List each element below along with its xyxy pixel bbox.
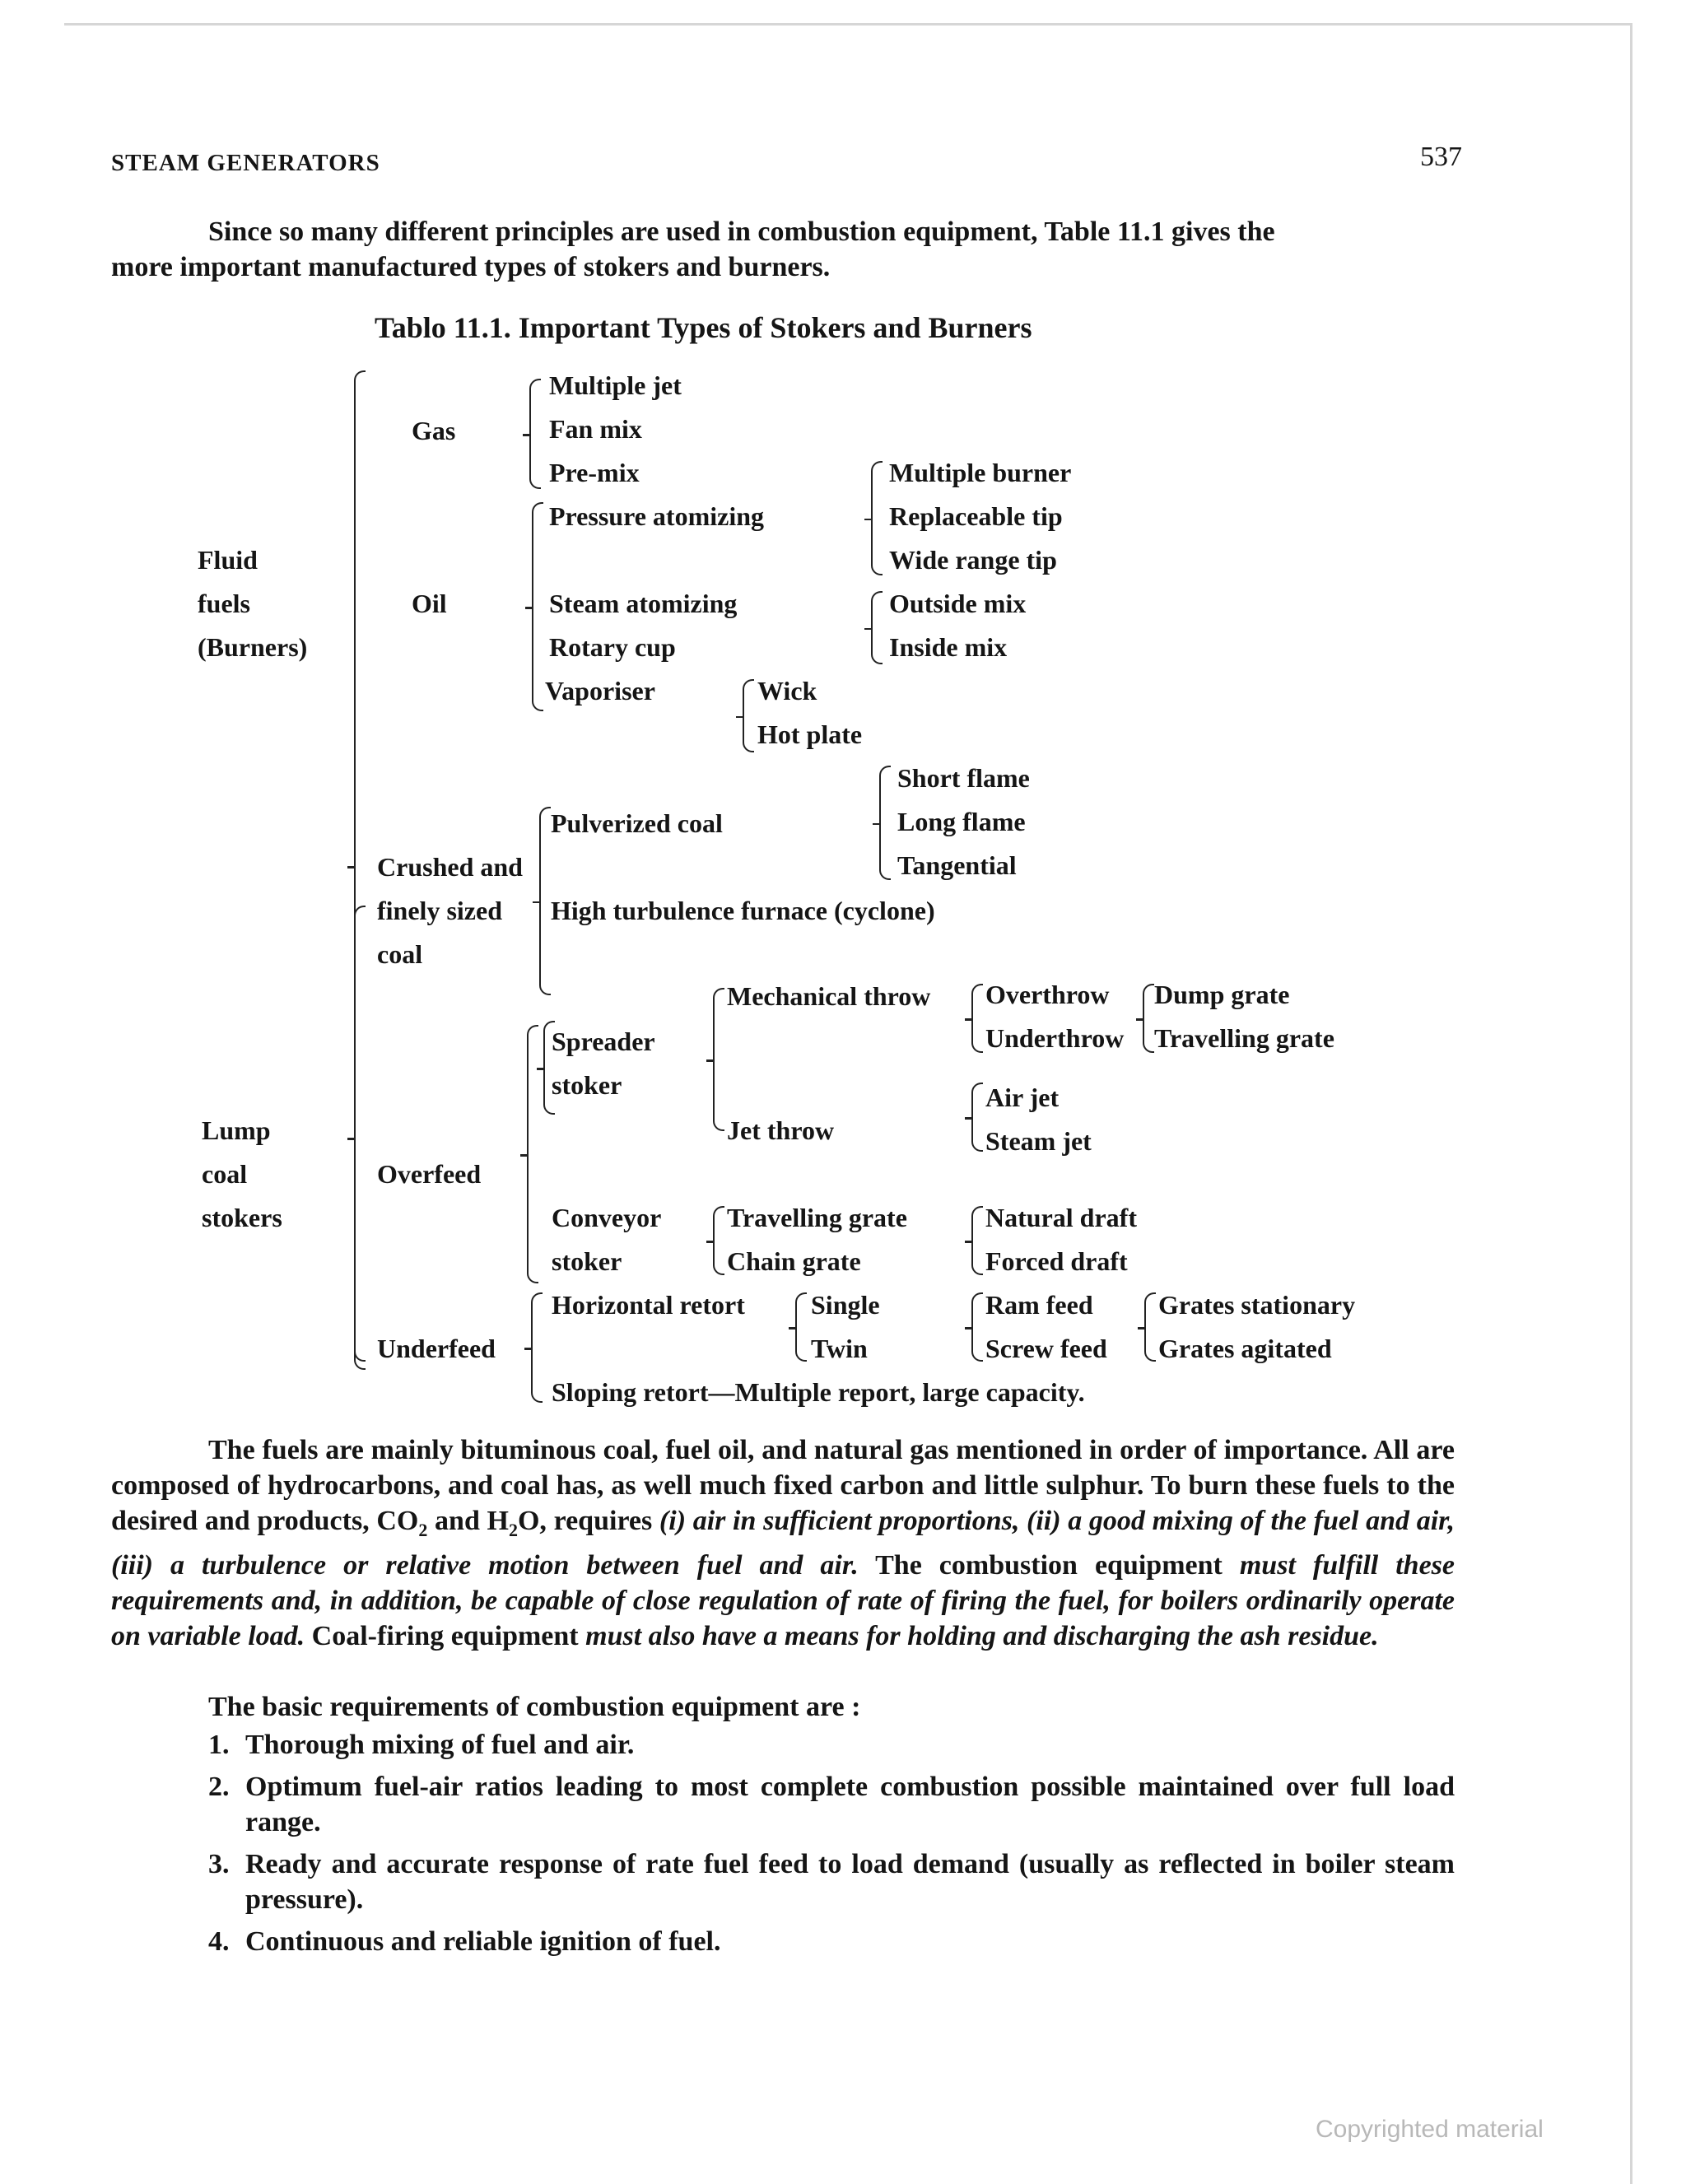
- grates-sub: Grates stationary: [1158, 1290, 1356, 1320]
- retort-sub: Single: [811, 1290, 880, 1320]
- copyright-watermark: Copyrighted material: [1316, 2116, 1544, 2143]
- body-paragraph-text: The fuels are mainly bituminous coal, fuel oil, and natural gas mentioned in order of importance. All are composed of hydrocarbons, and coal has, as well much fixed carbon and little sulphur. To burn these fuels to the desired and products, $CO_2$ and $H_2O$, requires (i) air in sufficient proportions, (ii) a good mixing of the fuel and air, (iii) a turbulence or relative motion between fuel and air. The combustion equipment must fulfill these requirements and, in addition, be capable of close regulation of rate of firing the fuel, for boilers ordinarily operate on variable load. Coal-firing equipment must also have a means for holding and discharging the ash residue.: [111, 1435, 1455, 1651]
- gas-item: Fan mix: [549, 414, 642, 444]
- gas-item: Pre-mix: [549, 458, 640, 487]
- list-item: 2. Optimum fuel-air ratios leading to most complete combustion possible maintained over full load range.: [208, 1772, 1455, 1837]
- crushed-label-3: coal: [377, 939, 423, 969]
- brace-draft: [971, 1206, 983, 1275]
- jet-throw-label: Jet throw: [727, 1115, 835, 1145]
- brace-throw: [713, 988, 724, 1131]
- brace-pulverized: [879, 766, 891, 880]
- running-head: STEAM GENERATORS: [111, 150, 380, 176]
- crushed-label-2: finely sized: [377, 896, 502, 925]
- vapor-sub: Hot plate: [757, 719, 863, 749]
- steam-sub: Inside mix: [889, 632, 1008, 662]
- overfeed-label: Overfeed: [377, 1159, 482, 1189]
- vapor-sub: Wick: [757, 676, 817, 705]
- brace-pressure: [871, 461, 883, 575]
- feed-sub: Screw feed: [985, 1334, 1107, 1363]
- pulverized-label: Pulverized coal: [551, 808, 723, 838]
- fluid-label-3: (Burners): [198, 632, 308, 662]
- oil-item: Vaporiser: [545, 676, 655, 705]
- brace-underfeed: [531, 1292, 543, 1403]
- brace-steam: [871, 591, 883, 664]
- brace-jet: [971, 1083, 983, 1152]
- jet-sub: Air jet: [985, 1083, 1060, 1112]
- requirements-heading: The basic requirements of combustion equipment are :: [208, 1692, 861, 1722]
- brace-grates: [1144, 1292, 1156, 1362]
- grate-sub: Dump grate: [1154, 980, 1290, 1009]
- brace-retort: [795, 1292, 807, 1362]
- fluid-label-1: Fluid: [198, 545, 258, 575]
- pulverized-sub: Tangential: [897, 850, 1017, 880]
- conveyor-label-2: stoker: [552, 1246, 622, 1276]
- oil-label: Oil: [412, 589, 447, 618]
- oil-item: Pressure atomizing: [549, 501, 764, 531]
- brace-overfeed: [527, 1025, 538, 1283]
- brace-gas: [529, 379, 541, 489]
- intro-line-2: more important manufactured types of stokers and burners.: [111, 252, 831, 282]
- brace-conveyor: [713, 1206, 724, 1275]
- lump-label-2: coal: [202, 1159, 248, 1189]
- high-turbulence-label: High turbulence furnace (cyclone): [551, 896, 935, 925]
- retort-sub: Twin: [811, 1334, 868, 1363]
- gas-item: Multiple jet: [549, 370, 682, 400]
- crushed-label-1: Crushed and: [377, 852, 523, 882]
- body-paragraph: [111, 1432, 1455, 1654]
- underfeed-label: Underfeed: [377, 1334, 496, 1363]
- steam-sub: Outside mix: [889, 589, 1027, 618]
- horizontal-retort-label: Horizontal retort: [552, 1290, 745, 1320]
- mech-sub: Underthrow: [985, 1023, 1125, 1053]
- brace-oil: [532, 502, 543, 711]
- pulverized-sub: Short flame: [897, 763, 1030, 793]
- list-item: 1. Thorough mixing of fuel and air.: [208, 1730, 635, 1760]
- brace-mech: [971, 984, 983, 1053]
- brace-grate: [1143, 984, 1154, 1053]
- draft-sub: Natural draft: [985, 1203, 1137, 1232]
- sloping-retort-label: Sloping retort—Multiple report, large capacity.: [552, 1377, 1085, 1407]
- pressure-sub: Wide range tip: [889, 545, 1057, 575]
- intro-paragraph: [111, 214, 1455, 285]
- grate-sub: Travelling grate: [1154, 1023, 1334, 1053]
- pulverized-sub: Long flame: [897, 807, 1026, 836]
- spreader-label-2: stoker: [552, 1070, 622, 1100]
- requirements-list: [208, 1727, 1455, 1966]
- conveyor-sub: Chain grate: [727, 1246, 861, 1276]
- fluid-label-2: fuels: [198, 589, 250, 618]
- list-item: 4. Continuous and reliable ignition of fuel.: [208, 1926, 721, 1957]
- jet-sub: Steam jet: [985, 1126, 1092, 1156]
- conveyor-sub: Travelling grate: [727, 1203, 907, 1232]
- list-item: 3. Ready and accurate response of rate fuel feed to load demand (usually as reflected in boiler steam pressure).: [208, 1849, 1455, 1915]
- table-title: Tablo 11.1. Important Types of Stokers and Burners: [375, 311, 1032, 344]
- pressure-sub: Replaceable tip: [889, 501, 1063, 531]
- gas-label: Gas: [412, 416, 456, 445]
- page-number: 537: [1420, 142, 1462, 172]
- mechanical-throw-label: Mechanical throw: [727, 981, 931, 1011]
- lump-label-1: Lump: [202, 1115, 271, 1145]
- oil-item: Rotary cup: [549, 632, 676, 662]
- oil-item: Steam atomizing: [549, 589, 738, 618]
- brace-lump: [354, 906, 366, 1370]
- lump-label-3: stokers: [202, 1203, 282, 1232]
- spreader-label-1: Spreader: [552, 1027, 655, 1056]
- brace-crushed: [539, 807, 551, 995]
- intro-line-1: Since so many different principles are used in combustion equipment, Table 11.1 gives the: [208, 217, 1275, 247]
- draft-sub: Forced draft: [985, 1246, 1128, 1276]
- brace-feed: [971, 1292, 983, 1362]
- feed-sub: Ram feed: [985, 1290, 1093, 1320]
- pressure-sub: Multiple burner: [889, 458, 1072, 487]
- conveyor-label-1: Conveyor: [552, 1203, 662, 1232]
- grates-sub: Grates agitated: [1158, 1334, 1332, 1363]
- brace-vapor: [743, 679, 754, 752]
- mech-sub: Overthrow: [985, 980, 1110, 1009]
